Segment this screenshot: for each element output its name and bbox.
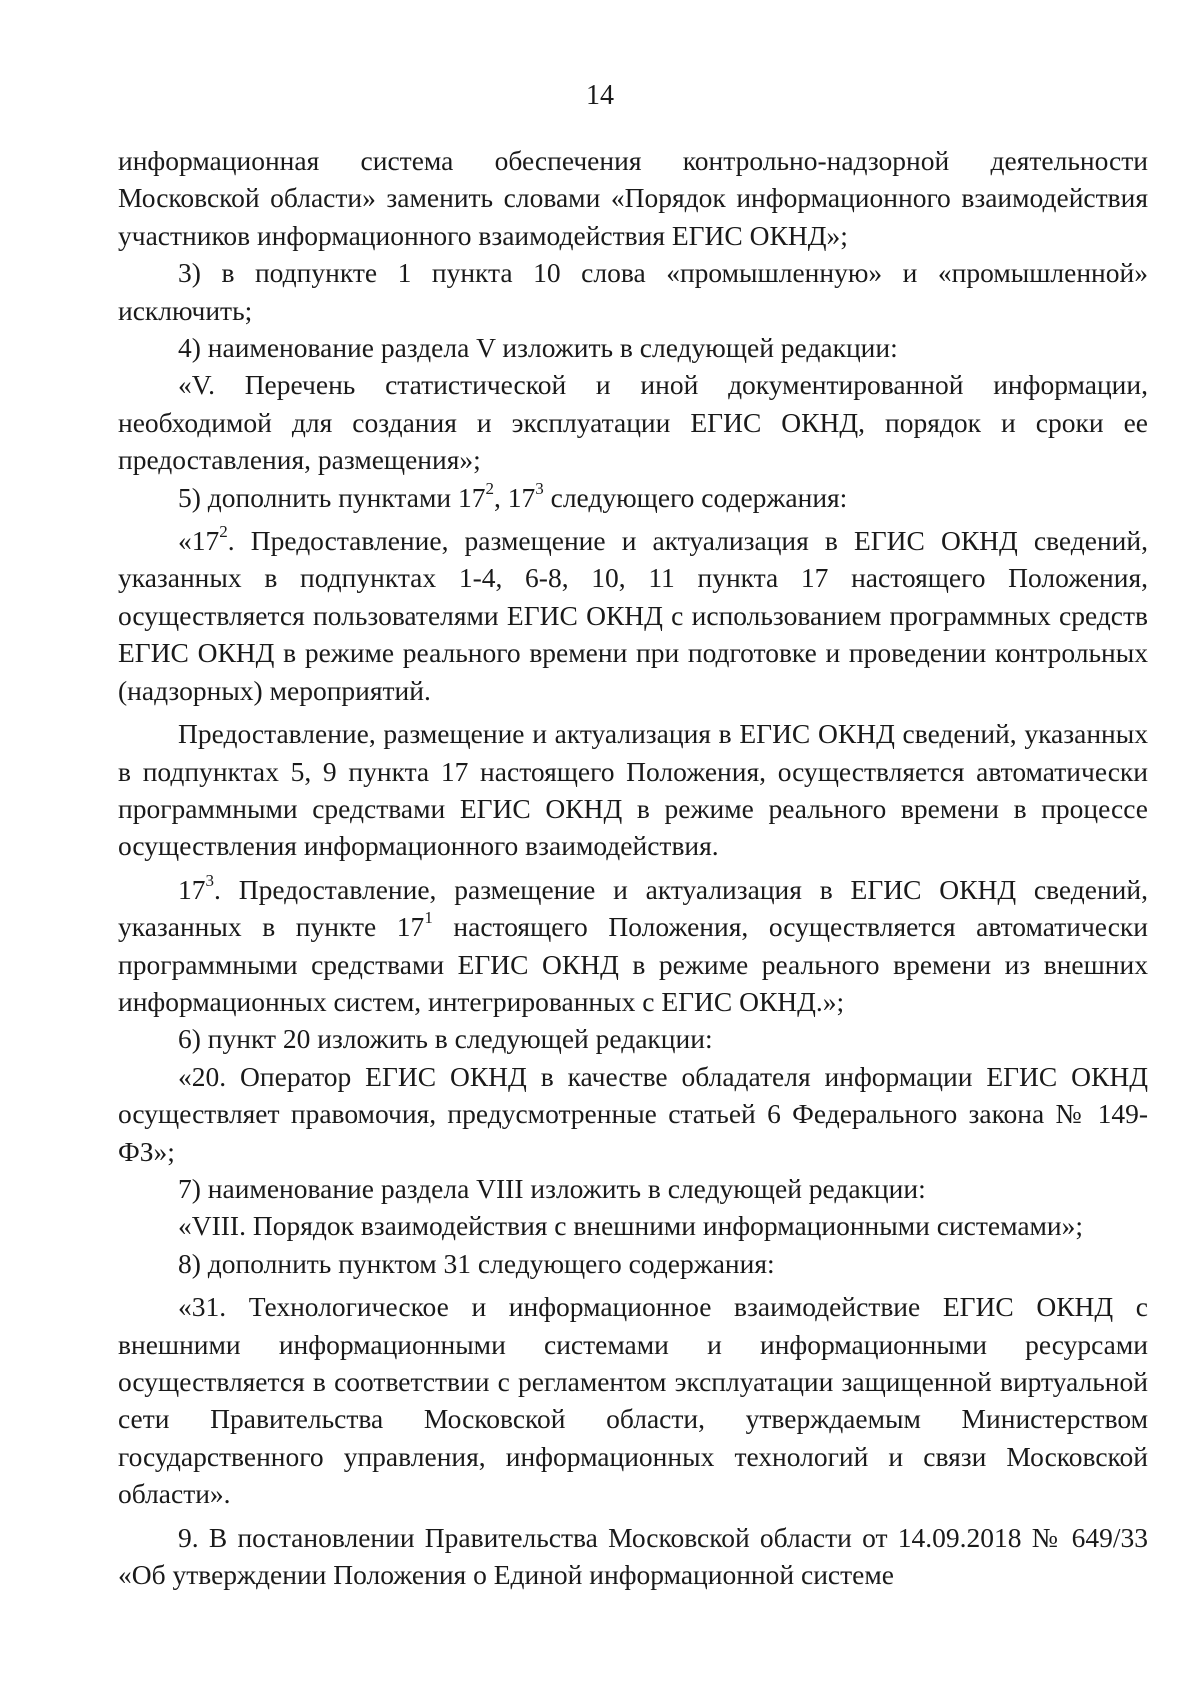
paragraph-point-17-2-part-2: Предоставление, размещение и актуализация в ЕГИС ОКНД сведений, указанных в подпунктах 5, 9 пункта 17 настоящего Положения, осуществляется автоматически программными средствами ЕГИС ОКНД в режиме реального времени в процессе осуществления информационного взаимодействия. [118, 718, 1148, 862]
superscript: 3 [205, 871, 215, 891]
paragraph-item-9: 9. В постановлении Правительства Московской области от 14.09.2018 № 649/33 «Об утверждении Положения о Единой информационной системе [118, 1521, 1148, 1591]
paragraph-section-viii-title: «VIII. Порядок взаимодействия с внешними информационными системами»; [178, 1210, 1084, 1242]
paragraph-item-3: 3) в подпункте 1 пункта 10 слова «промышленную» и «промышленной» исключить; [118, 257, 1148, 326]
paragraph-item-6: 6) пункт 20 изложить в следующей редакции: [178, 1023, 713, 1055]
paragraph-point-20: «20. Оператор ЕГИС ОКНД в качестве обладателя информации ЕГИС ОКНД осуществляет правомочия, предусмотренные статьей 6 Федерального закона № 149-ФЗ»; [118, 1060, 1148, 1167]
text-segment: 5) дополнить пунктами 17 [178, 481, 486, 513]
paragraph-item-4: 4) наименование раздела V изложить в следующей редакции: [178, 332, 898, 364]
superscript: 2 [485, 478, 494, 498]
page-number: 14 [586, 80, 614, 111]
superscript: 1 [424, 908, 433, 928]
paragraph-section-v-title: «V. Перечень статистической и иной документированной информации, необходимой для создания и эксплуатации ЕГИС ОКНД, порядок и сроки ее предоставления, размещения»; [118, 369, 1148, 476]
paragraph-point-17-3 [118, 871, 1148, 1021]
superscript: 2 [219, 522, 228, 542]
text-segment: . Предоставление, размещение и актуализация в ЕГИС ОКНД сведений, указанных в подпунктах 1-4, 6-8, 10, 11 пункта 17 настоящего Положения, осуществляется пользователями ЕГИС ОКНД с использованием программных средств ЕГИС ОКНД в режиме реального времени при подготовке и проведении контрольных (надзорных) мероприятий. [118, 525, 1148, 706]
paragraph-point-31: «31. Технологическое и информационное взаимодействие ЕГИС ОКНД с внешними информационными системами и информационными ресурсами осуществляется в соответствии с регламентом эксплуатации защищенной виртуальной сети Правительства Московской области, утверждаемым Министерством государственного управления, информационных технологий и связи Московской области». [118, 1291, 1148, 1510]
text-segment: 17 [178, 873, 206, 905]
paragraph-point-17-2 [118, 522, 1148, 709]
text-segment: настоящего Положения, осуществляется автоматически программными средствами ЕГИС ОКНД в режиме реального времени из внешних информационных систем, интегрированных с ЕГИС ОКНД.»; [118, 911, 1148, 1017]
paragraph-item-8: 8) дополнить пунктом 31 следующего содержания: [178, 1247, 775, 1279]
superscript: 3 [535, 478, 544, 498]
text-segment: «17 [178, 525, 220, 557]
paragraph-item-7: 7) наименование раздела VIII изложить в следующей редакции: [178, 1172, 926, 1204]
text-segment: следующего содержания: [543, 481, 848, 513]
paragraph-continuation: информационная система обеспечения контрольно-надзорной деятельности Московской области» заменить словами «Порядок информационного взаимодействия участников информационного взаимодействия ЕГИС ОКНД»; [118, 145, 1148, 251]
document-body [118, 142, 1148, 1593]
text-segment: . Предоставление, размещение и актуализация в ЕГИС ОКНД сведений, указанных в пункте 17 [118, 873, 1148, 943]
text-segment: , 17 [493, 481, 536, 513]
paragraph-item-5 [118, 479, 1148, 516]
